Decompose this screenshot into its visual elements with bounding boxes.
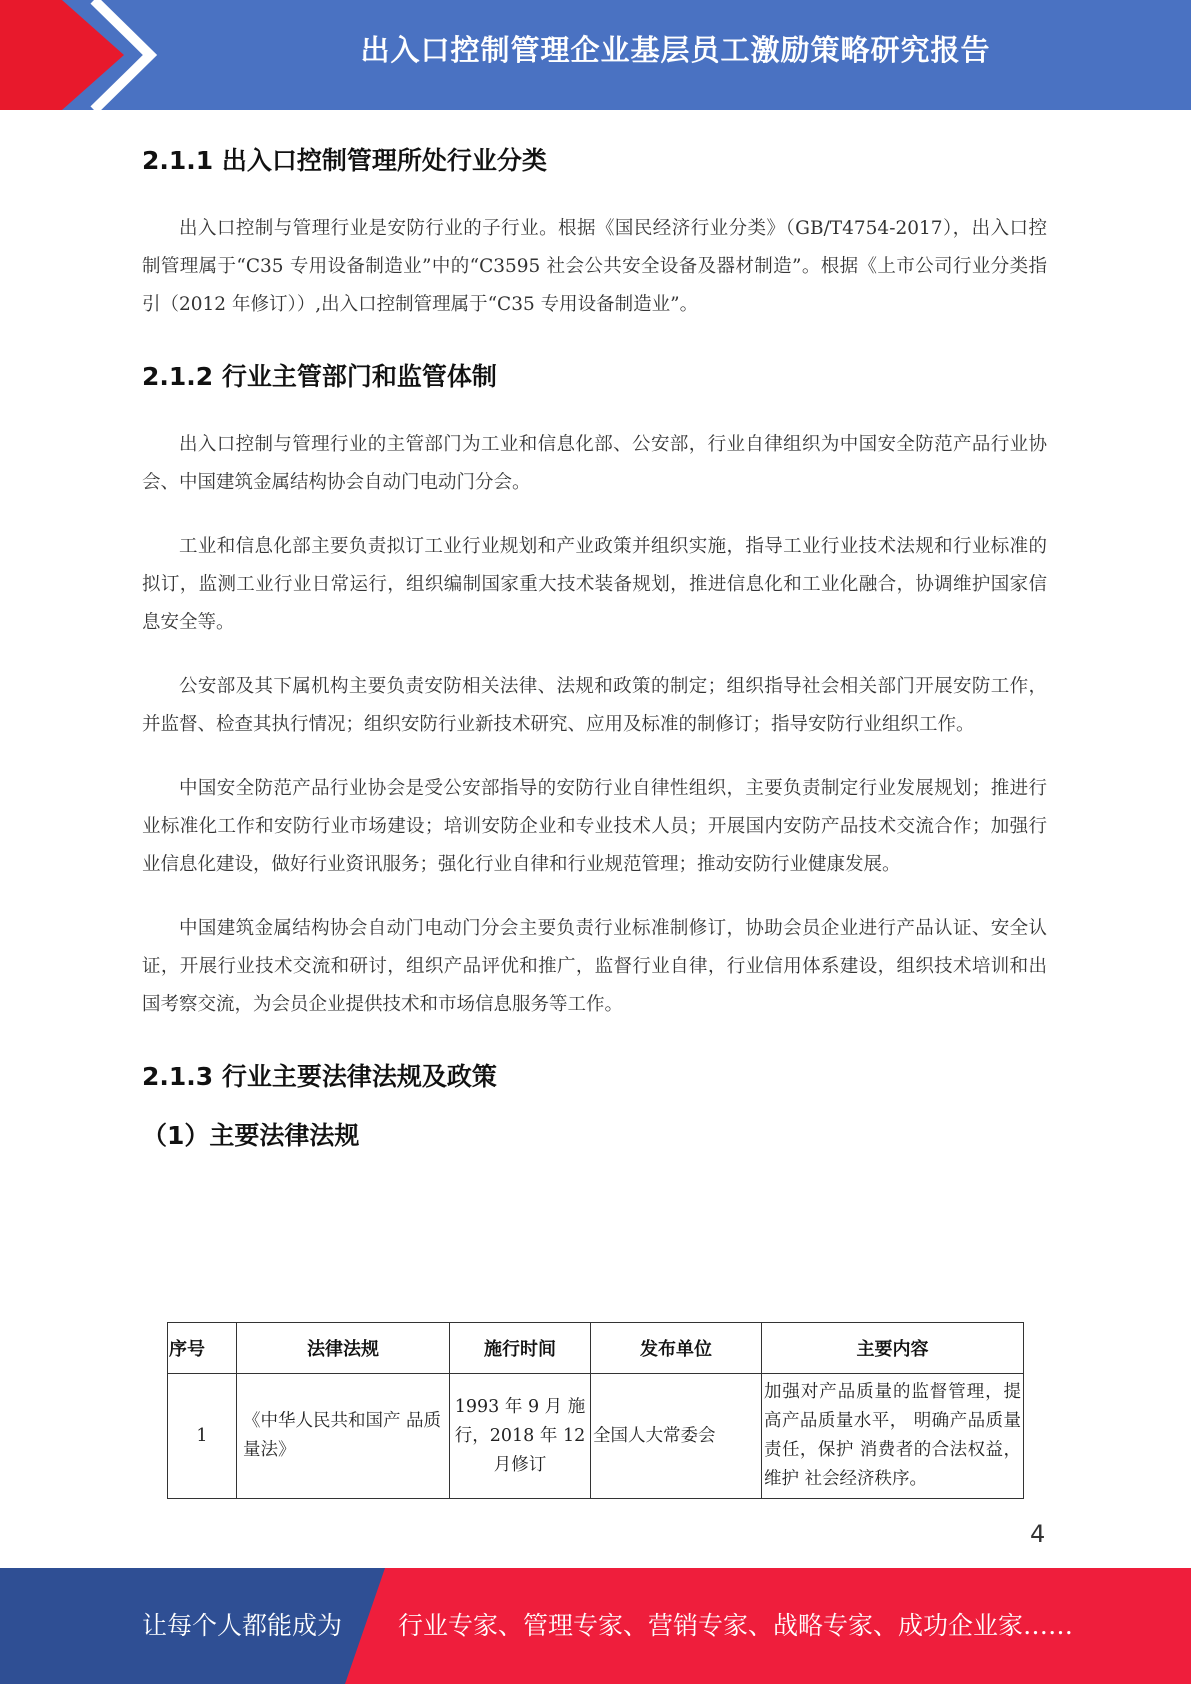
page-number: 4 <box>1030 1520 1046 1548</box>
column-header-no: 序号 <box>168 1323 237 1374</box>
laws-table-container <box>167 1322 1024 1508</box>
paragraph: 出入口控制与管理行业是安防行业的子行业。根据《国民经济行业分类》（GB/T4754-2017），出入口控制管理属于“C35 专用设备制造业”中的“C3595 社会公共安全设备及器材制造”。根据《上市公司行业分类指引（2012 年修订））,出入口控制管理属于“C35 专用设备制造业”。 <box>142 218 1047 315</box>
footer-slogan-left: 让每个人都能成为 <box>142 1611 343 1640</box>
column-header-law: 法律法规 <box>237 1323 450 1374</box>
page-content <box>142 120 1047 1180</box>
column-header-issuer: 发布单位 <box>591 1323 762 1374</box>
page-footer <box>0 1568 1191 1684</box>
paragraph: 中国建筑金属结构协会自动门电动门分会主要负责行业标准制修订，协助会员企业进行产品认证、安全认证，开展行业技术交流和研讨，组织产品评优和推广，监督行业自律，行业信用体系建设，组织技术培训和出国考察交流，为会员企业提供技术和市场信息服务等工作。 <box>142 918 1047 1015</box>
paragraph: 公安部及其下属机构主要负责安防相关法律、法规和政策的制定；组织指导社会相关部门开展安防工作，并监督、检查其执行情况；组织安防行业新技术研究、应用及标准的制修订；指导安防行业组织工作。 <box>142 676 1047 735</box>
page-header <box>0 0 1191 110</box>
cell-no: 1 <box>168 1374 237 1499</box>
paragraph: 出入口控制与管理行业的主管部门为工业和信息化部、公安部，行业自律组织为中国安全防范产品行业协会、中国建筑金属结构协会自动门电动门分会。 <box>142 434 1047 493</box>
table-header-row <box>168 1323 1024 1374</box>
table-row <box>168 1374 1024 1499</box>
cell-law: 《中华人民共和国产 品质量法》 <box>237 1374 450 1499</box>
footer-slogan-right: 行业专家、管理专家、营销专家、战略专家、成功企业家…… <box>398 1611 1074 1640</box>
column-header-content: 主要内容 <box>762 1323 1024 1374</box>
column-header-time: 施行时间 <box>450 1323 591 1374</box>
report-title: 出入口控制管理企业基层员工激励策略研究报告 <box>360 33 991 67</box>
subsection-heading: （1）主要法律法规 <box>142 1121 360 1150</box>
paragraph: 中国安全防范产品行业协会是受公安部指导的安防行业自律性组织，主要负责制定行业发展规划；推进行业标准化工作和安防行业市场建设；培训安防企业和专业技术人员；开展国内安防产品技术交流合作；加强行业信息化建设，做好行业资讯服务；强化行业自律和行业规范管理；推动安防行业健康发展。 <box>142 778 1047 875</box>
laws-table <box>167 1322 1024 1499</box>
cell-issuer: 全国人大常委会 <box>591 1374 762 1499</box>
cell-content: 加强对产品质量的监督管理，提高产品质量水平， 明确产品质量责任，保护 消费者的合法权益，维护 社会经济秩序。 <box>762 1374 1024 1499</box>
section-heading-2-1-2: 2.1.2 行业主管部门和监管体制 <box>142 362 497 391</box>
paragraph: 工业和信息化部主要负责拟订工业行业规划和产业政策并组织实施，指导工业行业技术法规和行业标准的拟订，监测工业行业日常运行，组织编制国家重大技术装备规划，推进信息化和工业化融合，协调维护国家信息安全等。 <box>142 536 1047 633</box>
section-heading-2-1-1: 2.1.1 出入口控制管理所处行业分类 <box>142 146 547 175</box>
cell-time: 1993 年 9 月 施行，2018 年 12 月修订 <box>450 1374 591 1499</box>
section-heading-2-1-3: 2.1.3 行业主要法律法规及政策 <box>142 1062 497 1091</box>
